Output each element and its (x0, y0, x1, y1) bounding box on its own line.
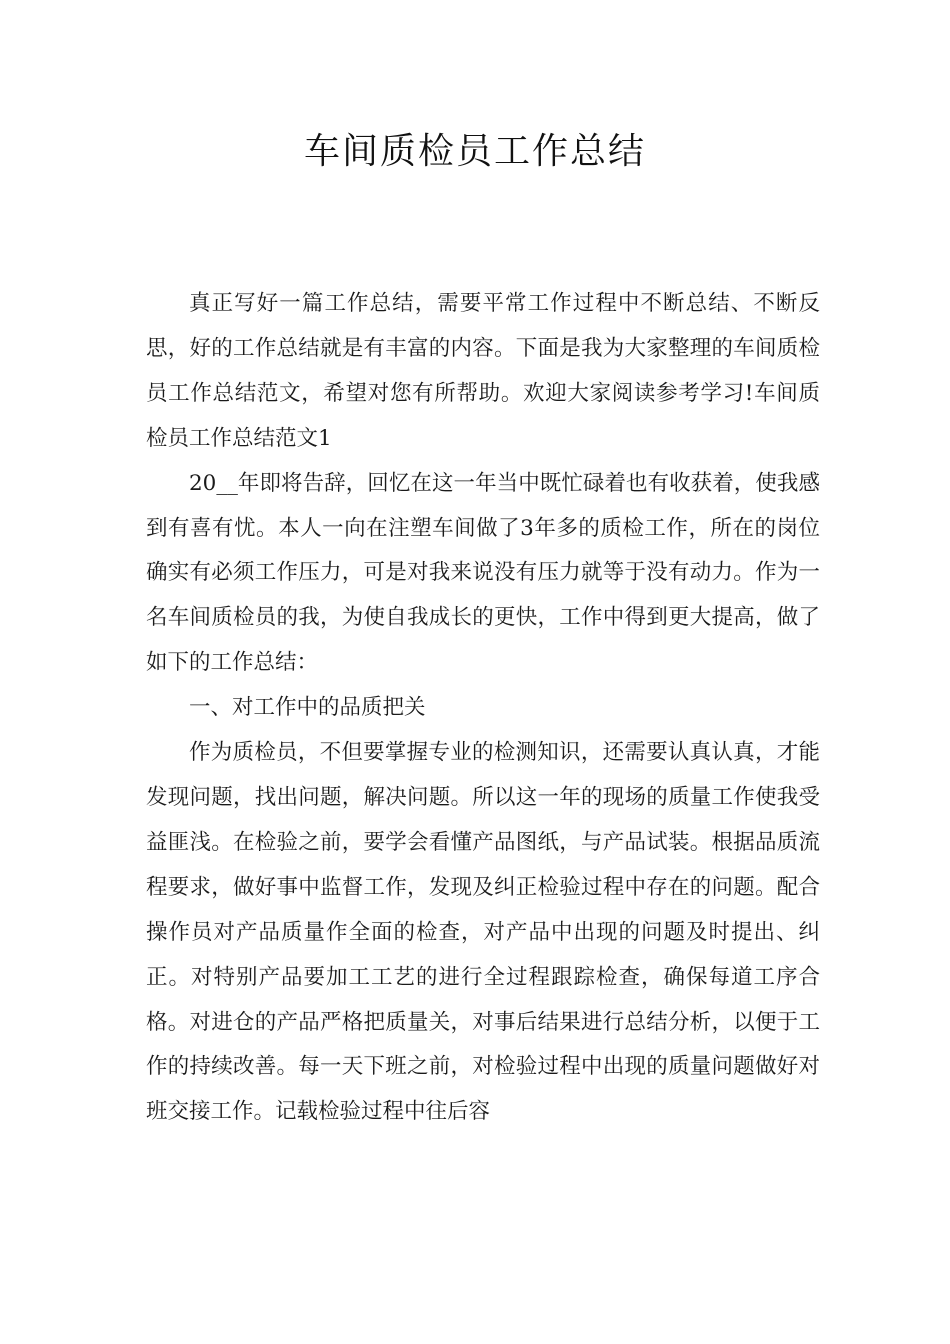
paragraph-intro: 真正写好一篇工作总结，需要平常工作过程中不断总结、不断反思，好的工作总结就是有丰富的内容。下面是我为大家整理的车间质检员工作总结范文，希望对您有所帮助。欢迎大家阅读参考学习!车间质检员工作总结范文1 (146, 291, 820, 451)
paragraph-year-review: 20__年即将告辞，回忆在这一年当中既忙碌着也有收获着，使我感到有喜有忧。本人一向在注塑车间做了3年多的质检工作，所在的岗位确实有必须工作压力，可是对我来说没有压力就等于没有动力。作为一名车间质检员的我，为使自我成长的更快，工作中得到更大提高，做了如下的工作总结： (146, 470, 820, 676)
section-heading-quality-control: 一、对工作中的品质把关 (189, 695, 426, 721)
document-body (146, 282, 820, 1135)
paragraph-quality-control: 作为质检员，不但要掌握专业的检测知识，还需要认真认真，才能发现问题，找出问题，解决问题。所以这一年的现场的质量工作使我受益匪浅。在检验之前，要学会看懂产品图纸，与产品试装。根据品质流程要求，做好事中监督工作，发现及纠正检验过程中存在的问题。配合操作员对产品质量作全面的检查，对产品中出现的问题及时提出、纠正。对特别产品要加工工艺的进行全过程跟踪检查，确保每道工序合格。对进仓的产品严格把质量关，对事后结果进行总结分析，以便于工作的持续改善。每一天下班之前，对检验过程中出现的质量问题做好对班交接工作。记载检验过程中往后容 (146, 740, 820, 1125)
document-title: 车间质检员工作总结 (303, 131, 646, 172)
